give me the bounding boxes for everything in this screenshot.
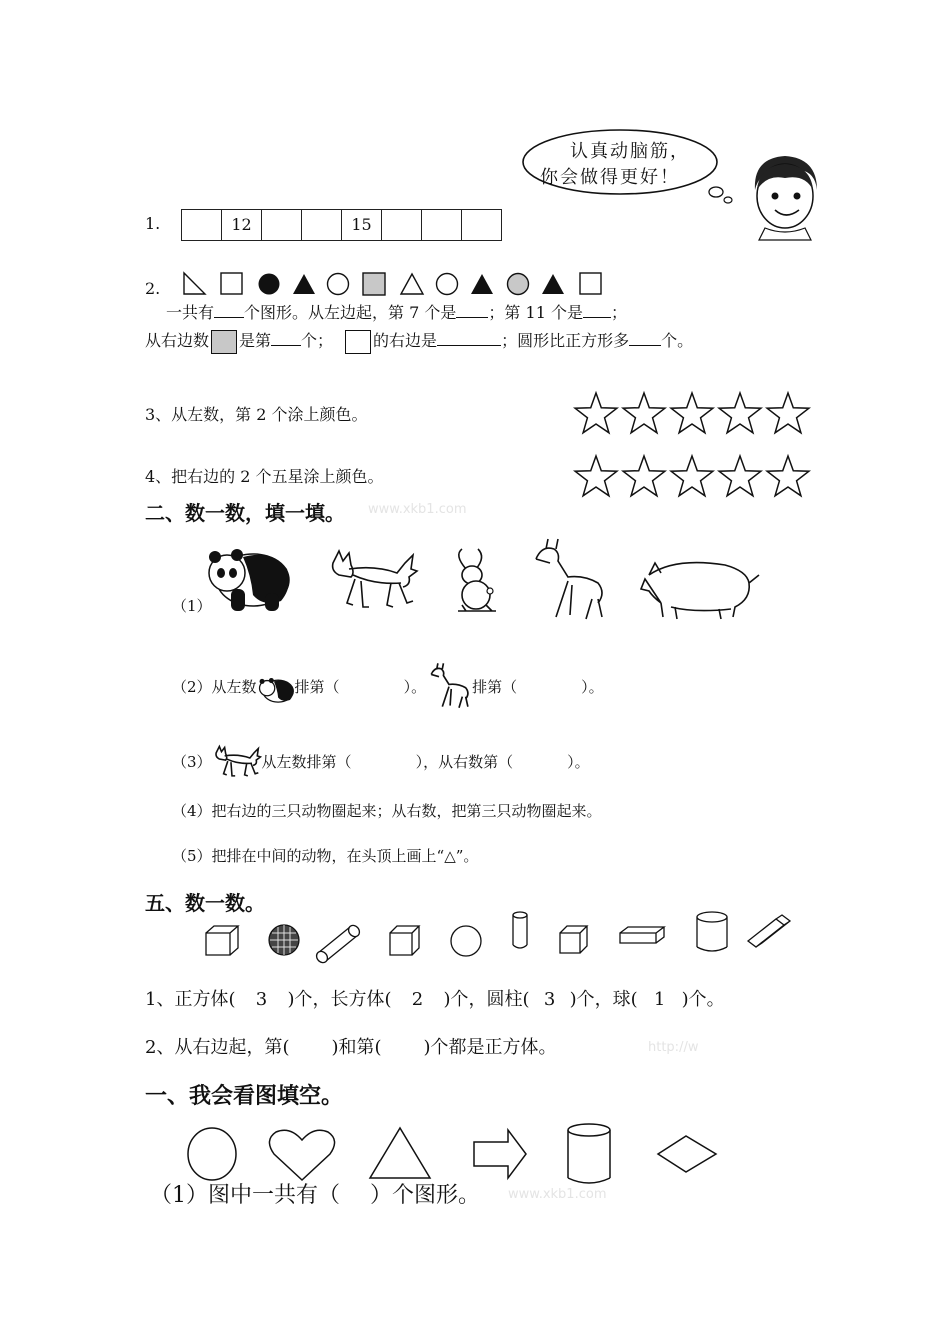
answer-value[interactable]: 2 bbox=[411, 989, 424, 1010]
triangle-outline-icon bbox=[401, 274, 423, 294]
s2-text: ）。 bbox=[567, 753, 590, 771]
ball-icon bbox=[451, 926, 481, 956]
answer-blank[interactable] bbox=[214, 301, 244, 318]
q3-star-row bbox=[572, 393, 817, 435]
panda-icon bbox=[203, 535, 293, 615]
q2-text: 的右边是 bbox=[373, 331, 438, 350]
star-icon[interactable] bbox=[767, 456, 809, 496]
q2-text: ； bbox=[611, 303, 628, 322]
s5-text: 1、正方体( bbox=[145, 989, 236, 1010]
s2-text: ）。 bbox=[403, 678, 427, 696]
q4-text: 4、把右边的 2 个五星涂上颜色。 bbox=[145, 467, 384, 486]
heart-icon bbox=[269, 1130, 334, 1180]
star-icon[interactable] bbox=[575, 456, 617, 496]
answer-blank[interactable] bbox=[583, 301, 611, 318]
q2-shape-row bbox=[180, 270, 610, 298]
square-outline-icon bbox=[221, 273, 242, 294]
q1-cell[interactable] bbox=[301, 209, 342, 241]
q2-text: 7 bbox=[409, 303, 420, 322]
q1-cell[interactable]: 15 bbox=[341, 209, 382, 241]
s2-p3 bbox=[172, 743, 590, 783]
cube-icon bbox=[390, 926, 419, 955]
s2-text: ）。 bbox=[581, 678, 604, 696]
star-icon[interactable] bbox=[719, 393, 761, 433]
rabbit-icon bbox=[448, 545, 508, 620]
s2-text: 排第（ bbox=[472, 678, 518, 696]
s2-text: ），从右数第（ bbox=[415, 753, 514, 771]
cylinder-lying-icon bbox=[314, 923, 361, 965]
s2-p1-label: （1） bbox=[172, 597, 212, 615]
q1-label: 1. bbox=[145, 214, 161, 233]
s1-text: ）个图形。 bbox=[370, 1183, 481, 1208]
q1-cell[interactable]: 12 bbox=[221, 209, 262, 241]
q2-text: ；第 bbox=[488, 303, 521, 322]
star-icon[interactable] bbox=[623, 393, 665, 433]
circle-filled-icon bbox=[259, 274, 280, 295]
bubble-line-2: 你会做得更好！ bbox=[540, 167, 680, 188]
cuboid-tilted-icon bbox=[748, 915, 790, 947]
answer-blank[interactable] bbox=[271, 329, 301, 346]
q2-text: 11 bbox=[525, 303, 546, 322]
q1-cell[interactable] bbox=[181, 209, 222, 241]
watermark: http://w bbox=[648, 1040, 699, 1055]
answer-value[interactable]: 3 bbox=[543, 989, 556, 1010]
triangle-filled-icon bbox=[293, 274, 315, 294]
q2-text: 个； bbox=[301, 331, 334, 350]
star-icon[interactable] bbox=[671, 456, 713, 496]
q4-star-row bbox=[572, 456, 817, 498]
square-gray-icon bbox=[363, 273, 385, 295]
q2-text: ；圆形比正方形多 bbox=[501, 331, 630, 350]
star-icon[interactable] bbox=[767, 393, 809, 433]
ball-patterned-icon bbox=[269, 925, 299, 955]
girl-illustration bbox=[745, 150, 825, 240]
answer-value[interactable]: 1 bbox=[653, 989, 666, 1010]
square-outline-icon bbox=[580, 273, 601, 294]
star-icon[interactable] bbox=[623, 456, 665, 496]
answer-blank[interactable] bbox=[437, 329, 501, 346]
s5-text: 2、从右边起，第( bbox=[145, 1037, 290, 1058]
s5-text: )个，球( bbox=[569, 989, 638, 1010]
q1-cell[interactable] bbox=[421, 209, 462, 241]
right-triangle-outline-icon bbox=[184, 273, 205, 294]
q2-text: 是第 bbox=[239, 331, 272, 350]
fox-icon bbox=[325, 545, 420, 620]
section-5-title: 五、数一数。 bbox=[145, 891, 265, 915]
panda-icon bbox=[257, 672, 295, 706]
answer-blank[interactable] bbox=[456, 301, 488, 318]
rhombus-icon bbox=[658, 1136, 716, 1172]
s5-text: )个，长方体( bbox=[287, 989, 392, 1010]
cube-icon bbox=[206, 926, 238, 955]
deer-icon bbox=[528, 533, 608, 623]
s2-text: 排第（ bbox=[294, 678, 340, 696]
q2-text: 个是 bbox=[424, 303, 457, 322]
s5-line-1 bbox=[145, 985, 725, 1011]
s2-text: （3） bbox=[172, 753, 212, 771]
q2-text: 从右边数 bbox=[145, 331, 210, 350]
s5-text: )个都是正方体。 bbox=[423, 1037, 557, 1058]
solids-row bbox=[200, 905, 795, 965]
s2-p5: （5）把排在中间的动物，在头顶上画上“△”。 bbox=[172, 847, 479, 865]
s5-text: )和第( bbox=[331, 1037, 382, 1058]
circle-gray-icon bbox=[508, 274, 529, 295]
triangle-filled-icon bbox=[471, 274, 493, 294]
star-icon[interactable] bbox=[575, 393, 617, 433]
star-icon[interactable] bbox=[671, 393, 713, 433]
s2-text: 从左数排第（ bbox=[261, 753, 352, 771]
s1-q1 bbox=[150, 1178, 480, 1209]
circle-icon bbox=[188, 1128, 236, 1180]
bubble-line-1: 认真动脑筋， bbox=[570, 141, 690, 162]
circle-outline-icon bbox=[437, 274, 458, 295]
cylinder-icon bbox=[568, 1124, 610, 1183]
q2-text: 一共有 bbox=[166, 303, 215, 322]
q2-text: 个。 bbox=[661, 331, 694, 350]
q2-line-1 bbox=[166, 300, 627, 323]
q2-text: 个是 bbox=[550, 303, 583, 322]
watermark: www.xkb1.com bbox=[508, 1187, 607, 1202]
s1-text: （1）图中一共有（ bbox=[150, 1183, 340, 1208]
pig-icon bbox=[635, 553, 760, 623]
arrow-icon bbox=[474, 1130, 526, 1178]
cylinder-icon bbox=[697, 912, 727, 951]
square-outline-icon bbox=[345, 330, 371, 354]
answer-blank[interactable] bbox=[629, 329, 661, 346]
triangle-icon bbox=[370, 1128, 430, 1178]
q2-text: 个图形。从左边起，第 bbox=[244, 303, 405, 322]
watermark: www.xkb1.com bbox=[368, 502, 467, 517]
square-gray-icon bbox=[211, 330, 237, 354]
s2-p2 bbox=[172, 660, 604, 710]
circle-outline-icon bbox=[328, 274, 349, 295]
s5-text: )个，圆柱( bbox=[443, 989, 530, 1010]
q2-line-2 bbox=[145, 328, 693, 354]
cube-icon bbox=[560, 926, 587, 953]
cuboid-icon bbox=[620, 927, 664, 943]
star-icon[interactable] bbox=[719, 456, 761, 496]
q3-text: 3、从左数，第 2 个涂上颜色。 bbox=[145, 405, 368, 424]
cylinder-tall-icon bbox=[513, 912, 527, 948]
q1-cell[interactable] bbox=[381, 209, 422, 241]
section-2-title: 二、数一数，填一填。 bbox=[145, 501, 345, 525]
triangle-filled-icon bbox=[542, 274, 564, 294]
q1-cell[interactable] bbox=[261, 209, 302, 241]
q2-label: 2. bbox=[145, 279, 161, 298]
answer-value[interactable]: 3 bbox=[255, 989, 268, 1010]
fox-icon bbox=[212, 743, 262, 783]
s5-line-2 bbox=[145, 1033, 557, 1059]
deer-icon bbox=[426, 660, 472, 710]
s2-text: （2）从左数 bbox=[172, 678, 257, 696]
s5-text: )个。 bbox=[681, 989, 725, 1010]
q1-cell[interactable] bbox=[461, 209, 502, 241]
section-1-title: 一、我会看图填空。 bbox=[145, 1084, 344, 1109]
s2-p4: （4）把右边的三只动物圈起来；从右数，把第三只动物圈起来。 bbox=[172, 802, 602, 820]
